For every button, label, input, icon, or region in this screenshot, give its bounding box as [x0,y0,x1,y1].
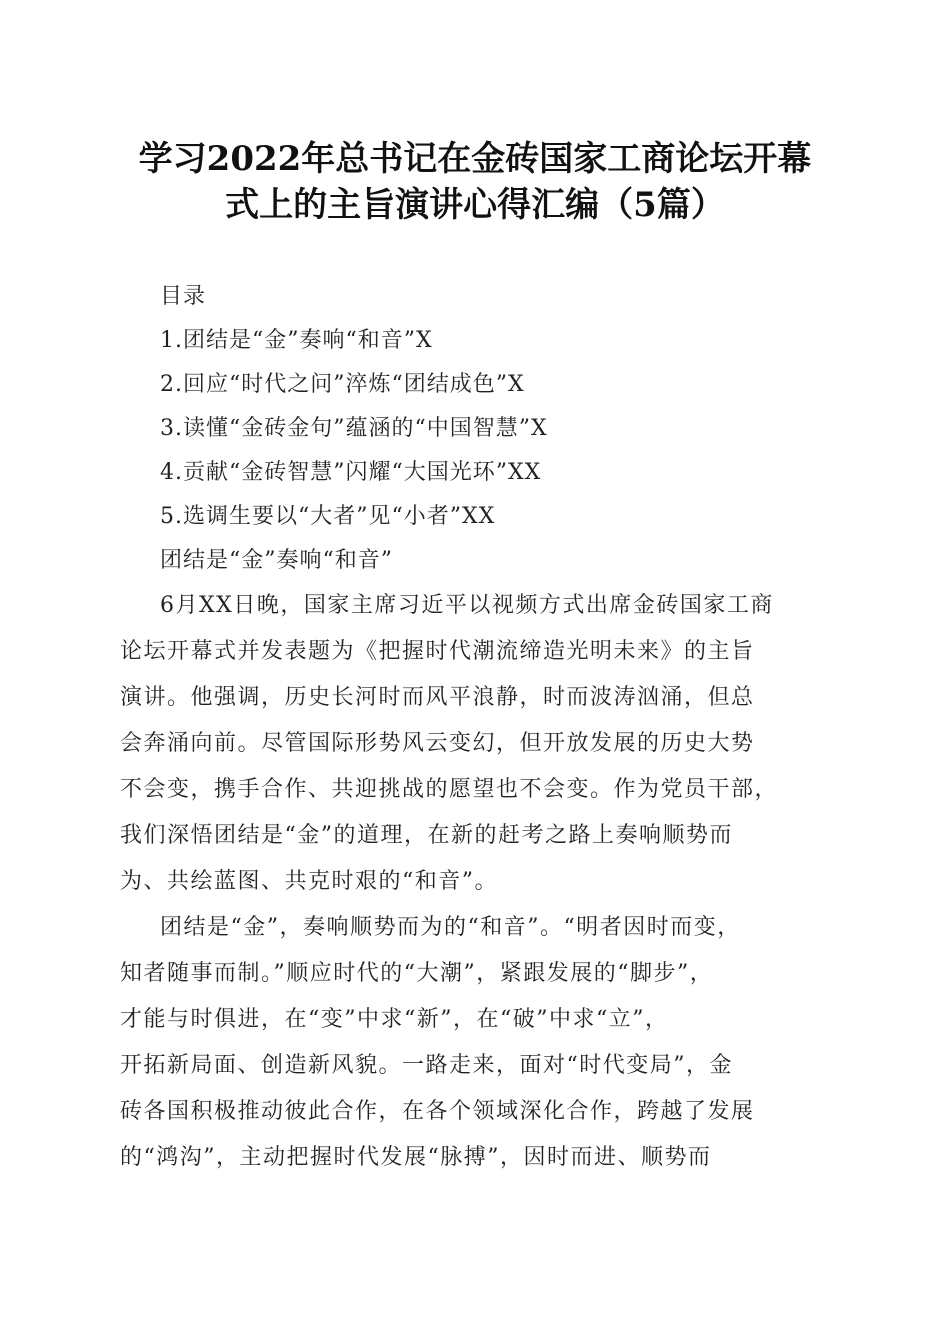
table-of-contents [160,277,860,585]
document-title [120,136,830,228]
paragraph-1 [120,583,840,905]
paragraph-line: 不会变，携手合作、共迎挑战的愿望也不会变。作为党员干部， [120,777,779,802]
toc-item: 3.读懂“金砖金句”蕴涵的“中国智慧”X [160,416,548,441]
toc-item: 5.选调生要以“大者”见“小者”XX [160,504,496,529]
paragraph-line: 知者随事而制。”顺应时代的“大潮”，紧跟发展的“脚步”， [120,961,714,986]
paragraph-line: 演讲。他强调，历史长河时而风平浪静，时而波涛汹涌，但总 [120,685,755,710]
paragraph-line: 才能与时俱进，在“变”中求“新”，在“破”中求“立”， [120,1007,669,1032]
toc-item: 1.团结是“金”奏响“和音”X [160,328,433,353]
paragraph-line: 6月XX日晚，国家主席习近平以视频方式出席金砖国家工商 [160,593,774,618]
paragraph-line: 开拓新局面、创造新风貌。一路走来，面对“时代变局”，金 [120,1053,733,1078]
paragraph-line: 会奔涌向前。尽管国际形势风云变幻，但开放发展的历史大势 [120,731,755,756]
toc-item: 4.贡献“金砖智慧”闪耀“大国光环”XX [160,460,542,485]
section-title: 团结是“金”奏响“和音” [160,548,393,573]
title-line-2: 式上的主旨演讲心得汇编（5篇） [225,185,725,225]
toc-heading: 目录 [160,284,207,309]
paragraph-line: 我们深悟团结是“金”的道理，在新的赶考之路上奏响顺势而 [120,823,733,848]
article-body [120,583,840,1181]
paragraph-line: 论坛开幕式并发表题为《把握时代潮流缔造光明未来》的主旨 [120,639,755,664]
paragraph-line: 为、共绘蓝图、共克时艰的“和音”。 [120,869,498,894]
paragraph-line: 团结是“金”，奏响顺势而为的“和音”。“明者因时而变， [160,915,741,940]
title-line-1: 学习2022年总书记在金砖国家工商论坛开幕 [138,139,812,179]
paragraph-line: 的“鸿沟”，主动把握时代发展“脉搏”，因时而进、顺势而 [120,1145,712,1170]
toc-item: 2.回应“时代之问”淬炼“团结成色”X [160,372,525,397]
paragraph-2 [120,905,840,1181]
paragraph-line: 砖各国积极推动彼此合作，在各个领域深化合作，跨越了发展 [120,1099,755,1124]
